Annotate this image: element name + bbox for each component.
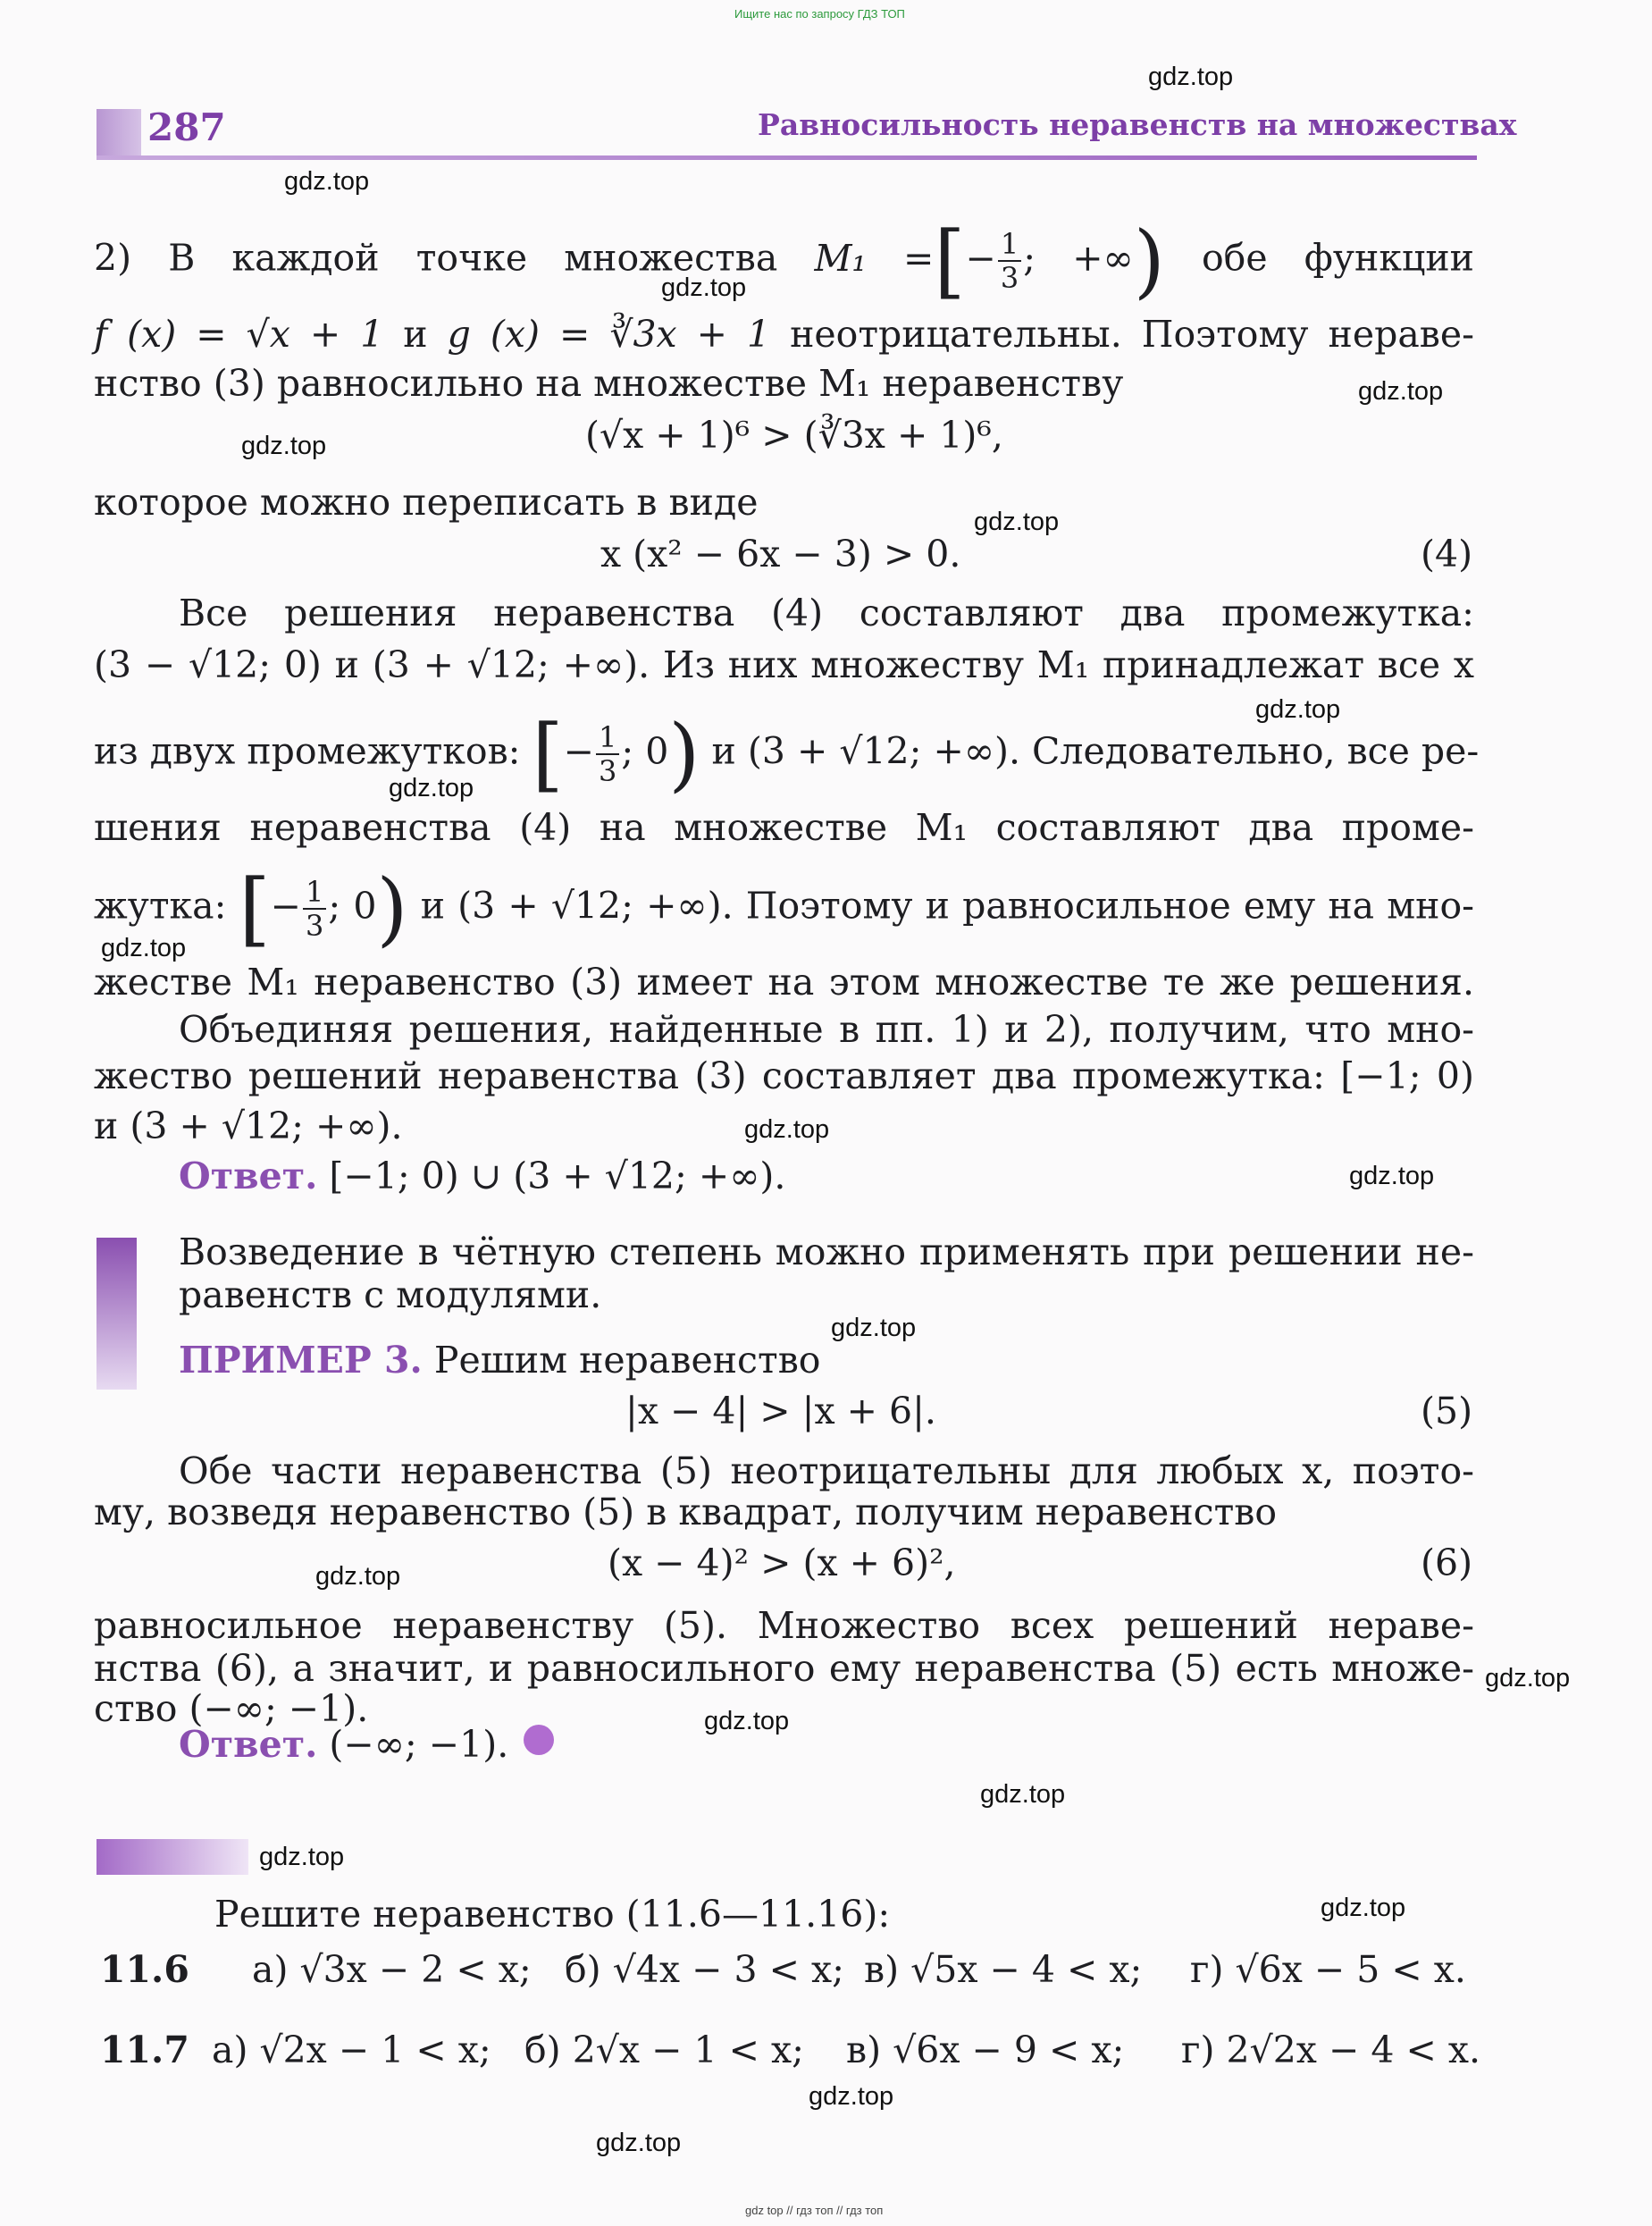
text-line-14: Обе части неравенства (5) неотрицательны для любых x, поэто- xyxy=(179,1449,1474,1492)
end-of-example-dot xyxy=(524,1725,554,1755)
equation-3: (√x + 1)⁶ > (∛3x + 1)⁶, xyxy=(585,414,1003,457)
watermark: gdz.top xyxy=(241,432,327,460)
answer-2: Ответ. (−∞; −1). xyxy=(179,1723,509,1766)
bottom-note: gdz top // гдз топ // гдз топ xyxy=(745,2204,884,2217)
equation-4: x (x² − 6x − 3) > 0. xyxy=(600,533,961,575)
watermark: gdz.top xyxy=(315,1562,401,1591)
exercise-item-c: в) √5x − 4 < x; xyxy=(864,1948,1143,1991)
watermark: gdz.top xyxy=(1148,63,1234,91)
text-line-12: жество решений неравенства (3) составляет два промежутка: [−1; 0) xyxy=(94,1054,1474,1097)
exercises-bar xyxy=(96,1839,248,1875)
equation-6-number: (6) xyxy=(1421,1541,1473,1584)
watermark: gdz.top xyxy=(596,2129,682,2157)
watermark: gdz.top xyxy=(704,1707,790,1735)
equation-5: |x − 4| > |x + 6|. xyxy=(625,1390,936,1432)
watermark: gdz.top xyxy=(809,2082,894,2111)
text-line-15: му, возведя неравенство (5) в квадрат, получим неравенство xyxy=(94,1491,1278,1533)
watermark: gdz.top xyxy=(389,774,474,802)
text-line-9: жутка: [− $\frac{1}{3}$ ; 0) и (3 + √12; +∞). Поэтому и равносильное ему на мно- xyxy=(94,861,1474,955)
exercise-item-a: а) √3x − 2 < x; xyxy=(252,1948,532,1991)
text-line-17: нства (6), а значит, и равносильного ему неравенства (5) есть множе- xyxy=(94,1647,1474,1690)
text-line-3: нство (3) равносильно на множестве M₁ неравенству xyxy=(94,362,1124,405)
text-line-10: жестве M₁ неравенство (3) имеет на этом множестве те же решения. xyxy=(94,961,1474,1004)
exercise-11-6 xyxy=(100,1948,1480,1991)
answer-1: Ответ. [−1; 0) ∪ (3 + √12; +∞). xyxy=(179,1155,786,1197)
equation-4-number: (4) xyxy=(1421,533,1473,575)
top-search-note: Ищите нас по запросу ГДЗ ТОП xyxy=(734,7,905,21)
exercise-number: 11.7 xyxy=(100,2029,189,2071)
exercise-item-a: а) √2x − 1 < x; xyxy=(212,2029,491,2071)
watermark: gdz.top xyxy=(101,934,187,962)
text-line-8: шения неравенства (4) на множестве M₁ составляют два проме- xyxy=(94,806,1474,849)
header-left-bar xyxy=(96,109,141,155)
exercise-number: 11.6 xyxy=(100,1948,189,1991)
watermark: gdz.top xyxy=(831,1314,917,1342)
header-title: Равносильность неравенств на множествах xyxy=(758,107,1517,142)
page-number: 287 xyxy=(147,105,226,149)
note-line-2: равенств с модулями. xyxy=(179,1273,602,1316)
watermark: gdz.top xyxy=(980,1780,1066,1809)
header-rule xyxy=(96,155,1477,160)
exercise-item-b: б) 2√x − 1 < x; xyxy=(524,2029,804,2071)
text-line-6: (3 − √12; 0) и (3 + √12; +∞). Из них множеству M₁ принадлежат все x xyxy=(94,643,1474,686)
exercise-item-d: г) 2√2x − 4 < x. xyxy=(1181,2029,1481,2071)
text-line-13: и (3 + √12; +∞). xyxy=(94,1105,403,1147)
watermark: gdz.top xyxy=(974,508,1060,536)
exercise-11-7 xyxy=(100,2029,1480,2071)
text-line-16: равносильное неравенству (5). Множество всех решений нераве- xyxy=(94,1604,1474,1647)
watermark: gdz.top xyxy=(1349,1162,1435,1190)
exercise-item-d: г) √6x − 5 < x. xyxy=(1190,1948,1466,1991)
text-line-2: f (x) = √x + 1 и g (x) = ∛3x + 1 неотрицательны. Поэтому нераве- xyxy=(94,313,1474,356)
watermark: gdz.top xyxy=(1358,377,1444,406)
text-line-11: Объединяя решения, найденные в пп. 1) и 2), получим, что мно- xyxy=(179,1008,1474,1051)
watermark: gdz.top xyxy=(744,1115,830,1144)
text-line-1: 2) В каждой точке множества M₁ =[− $\frac{1}{3}$ ; +∞) обе функции xyxy=(94,214,1474,307)
exercise-item-b: б) √4x − 3 < x; xyxy=(565,1948,844,1991)
text-line-4: которое можно переписать в виде xyxy=(94,481,759,524)
example-3-heading: ПРИМЕР 3. Решим неравенство xyxy=(179,1339,821,1382)
watermark: gdz.top xyxy=(1321,1894,1406,1922)
watermark: gdz.top xyxy=(1255,695,1341,724)
text-line-7: из двух промежутков: [− $\frac{1}{3}$ ; 0) и (3 + √12; +∞). Следовательно, все ре- xyxy=(94,707,1480,801)
equation-5-number: (5) xyxy=(1421,1390,1473,1432)
exercise-item-c: в) √6x − 9 < x; xyxy=(846,2029,1125,2071)
watermark: gdz.top xyxy=(284,167,370,196)
watermark: gdz.top xyxy=(259,1843,345,1871)
exercises-title: Решите неравенство (11.6—11.16): xyxy=(214,1893,891,1936)
note-side-bar xyxy=(96,1238,137,1390)
text-line-5: Все решения неравенства (4) составляют два промежутка: xyxy=(179,592,1474,634)
text-line-18: ство (−∞; −1). xyxy=(94,1687,369,1730)
watermark: gdz.top xyxy=(661,273,747,302)
equation-6: (x − 4)² > (x + 6)², xyxy=(608,1541,956,1584)
note-line-1: Возведение в чётную степень можно применять при решении не- xyxy=(179,1231,1474,1273)
watermark: gdz.top xyxy=(1485,1664,1571,1693)
